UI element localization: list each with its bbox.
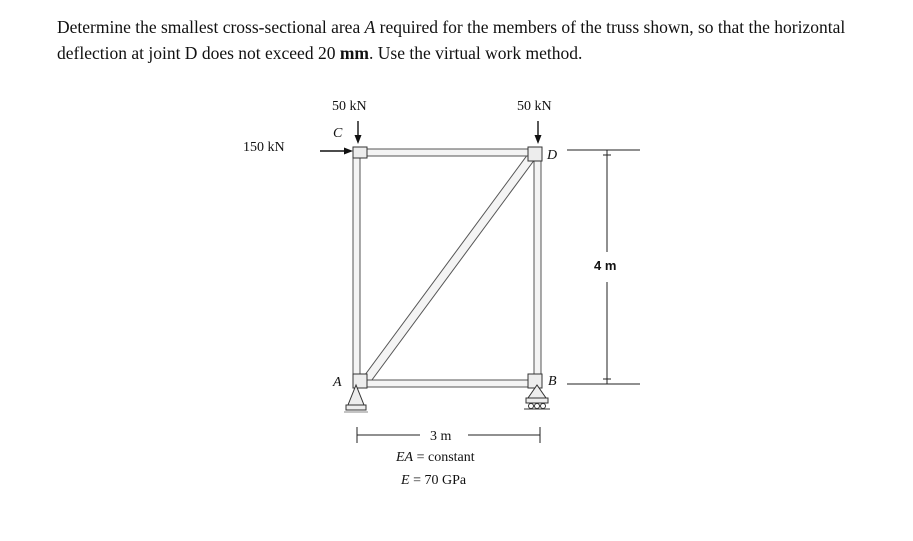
member-ac xyxy=(353,149,360,387)
problem-text-1: Determine the smallest cross-sectional area xyxy=(57,17,365,37)
problem-text-2: required for the members of the truss shown, so that the horizontal deflection at joint D does not exceed 20 xyxy=(57,17,846,63)
gusset-a xyxy=(353,374,367,388)
joint-label-b: B xyxy=(548,374,557,389)
gusset-d xyxy=(528,147,542,161)
pin-support-a xyxy=(344,385,368,412)
problem-text-3: . Use the virtual work method. xyxy=(369,43,583,63)
load-label-150kn: 150 kN xyxy=(243,140,285,155)
roller-support-b xyxy=(524,385,550,409)
joint-label-d: D xyxy=(547,148,558,163)
dimension-label-height: 4 m xyxy=(594,258,617,273)
member-ad xyxy=(359,150,538,388)
note-ea-rest: = constant xyxy=(413,450,475,465)
gusset-c xyxy=(353,147,367,158)
member-cd xyxy=(355,149,541,156)
note-e-symbol: E xyxy=(401,473,410,488)
load-arrow-150kn xyxy=(320,148,353,155)
joint-label-c: C xyxy=(333,126,343,141)
note-ea-constant xyxy=(395,450,475,465)
dimension-label-width: 3 m xyxy=(430,429,452,444)
member-ab xyxy=(355,380,541,387)
load-label-50kn-c: 50 kN xyxy=(332,99,367,114)
load-label-50kn-d: 50 kN xyxy=(517,99,552,114)
load-arrow-50kn-d xyxy=(535,121,542,144)
joint-label-a: A xyxy=(333,375,342,390)
load-arrow-50kn-c xyxy=(355,121,362,144)
area-symbol: A xyxy=(364,17,376,37)
note-e-rest: = 70 GPa xyxy=(409,473,467,488)
truss-members xyxy=(353,147,542,388)
member-bd xyxy=(534,149,541,387)
gusset-b xyxy=(528,374,542,388)
unit-mm: mm xyxy=(339,43,369,63)
note-ea-symbol: EA xyxy=(396,450,414,465)
note-e-value xyxy=(400,473,467,488)
